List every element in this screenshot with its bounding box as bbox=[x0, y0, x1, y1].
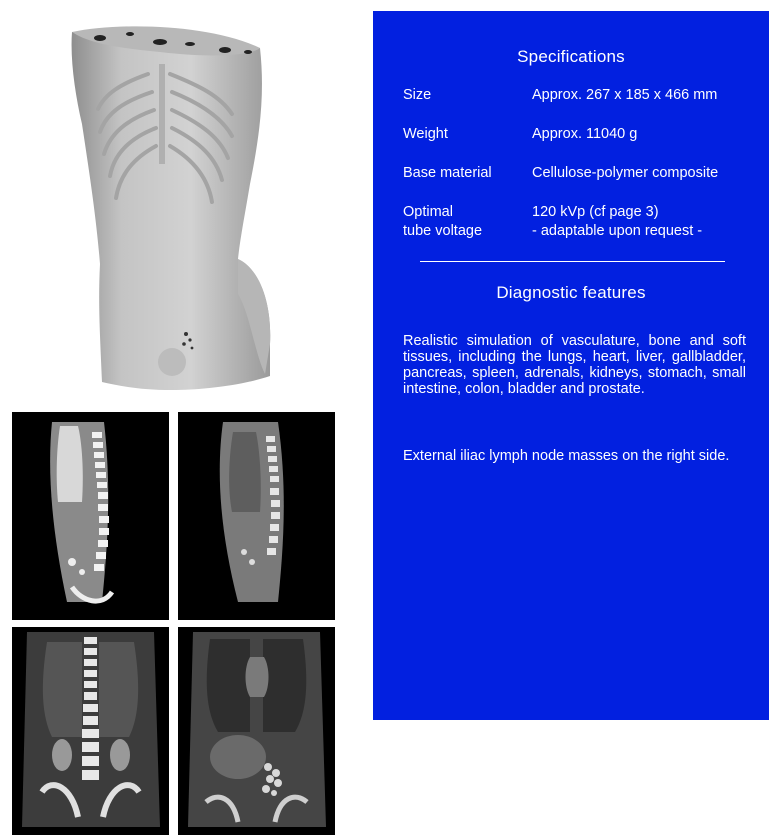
torso-render-image bbox=[60, 14, 282, 390]
spec-value: 120 kVp (cf page 3) bbox=[532, 204, 659, 220]
specifications-panel bbox=[373, 11, 769, 720]
spec-value: Approx. 11040 g bbox=[532, 126, 638, 142]
spec-label: Base material bbox=[403, 165, 492, 181]
spec-label: Weight bbox=[403, 126, 448, 142]
spec-value: Approx. 267 x 185 x 466 mm bbox=[532, 87, 718, 103]
diagnostic-features-heading: Diagnostic features bbox=[496, 283, 646, 302]
spec-value: - adaptable upon request - bbox=[532, 223, 703, 239]
lymph-node-note: External iliac lymph node masses on the right side. bbox=[403, 448, 730, 464]
sagittal-ct-soft-scan bbox=[178, 412, 335, 620]
coronal-ct-bone-scan bbox=[12, 627, 169, 835]
specifications-heading: Specifications bbox=[517, 47, 625, 66]
diagnostic-description: Realistic simulation of vasculature, bone and soft tissues, including the lungs, heart, liver, gallbladder, pancreas, spleen, adrenals, kidneys, stomach, small intestine, colon, bladder and prostate. bbox=[403, 333, 746, 397]
coronal-ct-soft-scan bbox=[178, 627, 335, 835]
spec-label: tube voltage bbox=[403, 223, 483, 239]
section-divider bbox=[420, 261, 725, 262]
spec-label: Optimal bbox=[403, 204, 453, 220]
spec-value: Cellulose-polymer composite bbox=[532, 165, 719, 181]
sagittal-ct-bone-scan bbox=[12, 412, 169, 620]
spec-label: Size bbox=[403, 87, 432, 103]
